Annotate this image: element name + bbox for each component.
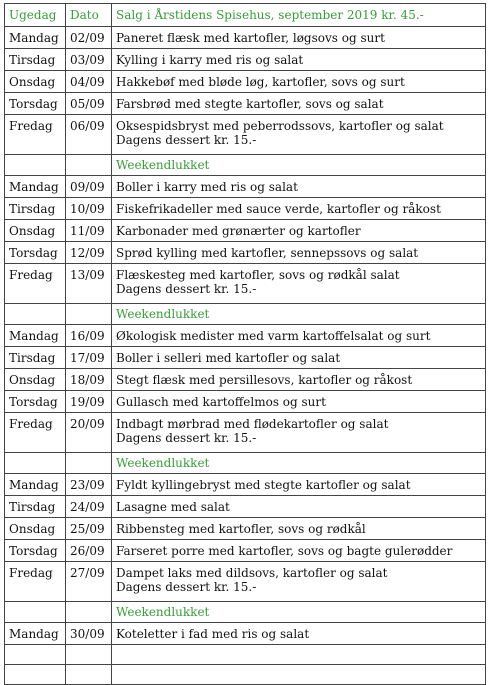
dessert-text: Dagens dessert kr. 15.- bbox=[116, 133, 257, 147]
date-cell: 03/09 bbox=[66, 49, 112, 71]
empty-cell bbox=[66, 645, 112, 665]
weekend-closed-label: Weekendlukket bbox=[112, 453, 486, 474]
dish-cell: Kylling i karry med ris og salat bbox=[112, 49, 486, 71]
dish-cell: Sprød kylling med kartofler, sennepssovs og salat bbox=[112, 242, 486, 264]
weekday-cell: Mandag bbox=[5, 474, 66, 496]
dessert-text: Dagens dessert kr. 15.- bbox=[116, 431, 257, 445]
table-row bbox=[5, 242, 486, 264]
dish-text: Flæskesteg med kartofler, sovs og rødkål salat bbox=[116, 268, 400, 282]
weekend-closed-label: Weekendlukket bbox=[112, 155, 486, 176]
weekday-cell-empty bbox=[5, 453, 66, 474]
empty-cell bbox=[112, 665, 486, 685]
weekday-cell: Fredag bbox=[5, 115, 66, 155]
date-cell: 17/09 bbox=[66, 347, 112, 369]
date-cell: 06/09 bbox=[66, 115, 112, 155]
weekday-cell-empty bbox=[5, 602, 66, 623]
dish-cell: Farseret porre med kartofler, sovs og bagte gulerødder bbox=[112, 540, 486, 562]
table-row bbox=[5, 391, 486, 413]
dish-cell: Stegt flæsk med persillesovs, kartofler og råkost bbox=[112, 369, 486, 391]
table-row bbox=[5, 413, 486, 453]
table-row bbox=[5, 115, 486, 155]
dish-cell bbox=[112, 115, 486, 155]
column-header-day: Ugedag bbox=[5, 4, 66, 27]
weekday-cell: Torsdag bbox=[5, 242, 66, 264]
weekday-cell: Fredag bbox=[5, 264, 66, 304]
weekday-cell: Tirsdag bbox=[5, 347, 66, 369]
dish-cell: Boller i selleri med kartofler og salat bbox=[112, 347, 486, 369]
dish-cell: Gullasch med kartoffelmos og surt bbox=[112, 391, 486, 413]
dish-cell: Paneret flæsk med kartofler, løgsovs og surt bbox=[112, 27, 486, 49]
empty-row bbox=[5, 645, 486, 665]
weekday-cell: Tirsdag bbox=[5, 198, 66, 220]
table-row bbox=[5, 49, 486, 71]
date-cell: 09/09 bbox=[66, 176, 112, 198]
date-cell: 11/09 bbox=[66, 220, 112, 242]
weekend-row bbox=[5, 453, 486, 474]
column-header-date: Dato bbox=[66, 4, 112, 27]
date-cell: 20/09 bbox=[66, 413, 112, 453]
dish-text: Dampet laks med dildsovs, kartofler og salat bbox=[116, 566, 388, 580]
table-row bbox=[5, 198, 486, 220]
date-cell-empty bbox=[66, 155, 112, 176]
table-row bbox=[5, 325, 486, 347]
empty-cell bbox=[5, 645, 66, 665]
table-row bbox=[5, 264, 486, 304]
menu-table bbox=[4, 3, 486, 685]
weekday-cell: Onsdag bbox=[5, 518, 66, 540]
date-cell: 02/09 bbox=[66, 27, 112, 49]
dish-cell: Boller i karry med ris og salat bbox=[112, 176, 486, 198]
weekday-cell: Mandag bbox=[5, 27, 66, 49]
table-row bbox=[5, 369, 486, 391]
weekday-cell: Torsdag bbox=[5, 391, 66, 413]
weekday-cell: Fredag bbox=[5, 413, 66, 453]
date-cell-empty bbox=[66, 304, 112, 325]
dish-cell: Karbonader med grønærter og kartofler bbox=[112, 220, 486, 242]
dish-text: Oksespidsbryst med peberrodssovs, kartofler og salat bbox=[116, 119, 444, 133]
dish-cell: Økologisk medister med varm kartoffelsalat og surt bbox=[112, 325, 486, 347]
dish-cell: Fiskefrikadeller med sauce verde, kartofler og råkost bbox=[112, 198, 486, 220]
table-row bbox=[5, 496, 486, 518]
table-row bbox=[5, 623, 486, 645]
weekday-cell: Onsdag bbox=[5, 369, 66, 391]
date-cell: 05/09 bbox=[66, 93, 112, 115]
date-cell: 23/09 bbox=[66, 474, 112, 496]
date-cell: 16/09 bbox=[66, 325, 112, 347]
date-cell: 27/09 bbox=[66, 562, 112, 602]
table-row bbox=[5, 176, 486, 198]
date-cell: 19/09 bbox=[66, 391, 112, 413]
table-row bbox=[5, 220, 486, 242]
weekday-cell: Torsdag bbox=[5, 540, 66, 562]
header-row bbox=[5, 4, 486, 27]
column-header-title: Salg i Årstidens Spisehus, september 2019 kr. 45.- bbox=[112, 4, 486, 27]
empty-cell bbox=[66, 665, 112, 685]
table-row bbox=[5, 474, 486, 496]
menu-table-body bbox=[5, 27, 486, 685]
weekend-row bbox=[5, 155, 486, 176]
weekday-cell: Onsdag bbox=[5, 220, 66, 242]
table-row bbox=[5, 71, 486, 93]
date-cell: 10/09 bbox=[66, 198, 112, 220]
date-cell: 13/09 bbox=[66, 264, 112, 304]
weekday-cell: Onsdag bbox=[5, 71, 66, 93]
dish-cell: Fyldt kyllingebryst med stegte kartofler og salat bbox=[112, 474, 486, 496]
date-cell: 25/09 bbox=[66, 518, 112, 540]
dish-cell: Farsbrød med stegte kartofler, sovs og salat bbox=[112, 93, 486, 115]
table-row bbox=[5, 540, 486, 562]
weekend-closed-label: Weekendlukket bbox=[112, 602, 486, 623]
weekday-cell-empty bbox=[5, 155, 66, 176]
date-cell-empty bbox=[66, 453, 112, 474]
date-cell: 24/09 bbox=[66, 496, 112, 518]
dish-cell bbox=[112, 264, 486, 304]
date-cell-empty bbox=[66, 602, 112, 623]
dish-cell: Ribbensteg med kartofler, sovs og rødkål bbox=[112, 518, 486, 540]
weekday-cell: Mandag bbox=[5, 325, 66, 347]
dessert-text: Dagens dessert kr. 15.- bbox=[116, 580, 257, 594]
weekday-cell: Torsdag bbox=[5, 93, 66, 115]
date-cell: 26/09 bbox=[66, 540, 112, 562]
empty-cell bbox=[5, 665, 66, 685]
weekday-cell: Fredag bbox=[5, 562, 66, 602]
dish-cell bbox=[112, 413, 486, 453]
dessert-text: Dagens dessert kr. 15.- bbox=[116, 282, 257, 296]
date-cell: 04/09 bbox=[66, 71, 112, 93]
weekend-row bbox=[5, 602, 486, 623]
weekday-cell: Tirsdag bbox=[5, 49, 66, 71]
dish-text: Indbagt mørbrad med flødekartofler og salat bbox=[116, 417, 389, 431]
table-row bbox=[5, 518, 486, 540]
empty-row bbox=[5, 665, 486, 685]
dish-cell: Koteletter i fad med ris og salat bbox=[112, 623, 486, 645]
weekday-cell-empty bbox=[5, 304, 66, 325]
weekday-cell: Mandag bbox=[5, 623, 66, 645]
date-cell: 12/09 bbox=[66, 242, 112, 264]
weekday-cell: Tirsdag bbox=[5, 496, 66, 518]
dish-cell: Hakkebøf med bløde løg, kartofler, sovs og surt bbox=[112, 71, 486, 93]
table-row bbox=[5, 347, 486, 369]
dish-cell bbox=[112, 562, 486, 602]
empty-cell bbox=[112, 645, 486, 665]
table-row bbox=[5, 93, 486, 115]
weekend-closed-label: Weekendlukket bbox=[112, 304, 486, 325]
dish-cell: Lasagne med salat bbox=[112, 496, 486, 518]
table-row bbox=[5, 562, 486, 602]
weekend-row bbox=[5, 304, 486, 325]
weekday-cell: Mandag bbox=[5, 176, 66, 198]
table-row bbox=[5, 27, 486, 49]
date-cell: 18/09 bbox=[66, 369, 112, 391]
date-cell: 30/09 bbox=[66, 623, 112, 645]
